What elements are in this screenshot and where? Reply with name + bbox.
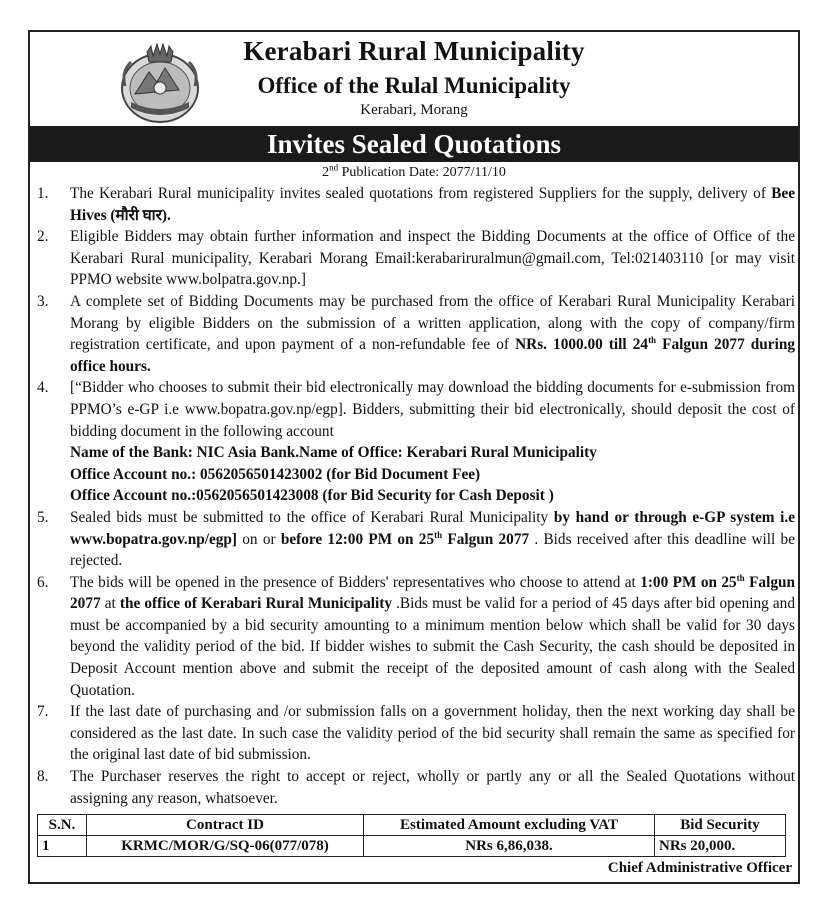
publication-date: 2nd Publication Date: 2077/11/10 [322,162,506,180]
list-item: 1. The Kerabari Rural municipality invites sealed quotations from registered Suppliers for the supply, delivery of Bee Hives (मौरी घार). [37,185,795,224]
col-header-contract-id: Contract ID [87,815,364,836]
col-header-bid-security: Bid Security [655,815,786,836]
cell-sn: 1 [38,836,87,857]
notice-frame [28,30,800,884]
municipality-title: Kerabari Rural Municipality [243,36,585,66]
contract-table [37,814,786,857]
cell-estimated-amount: NRs 6,86,038. [364,836,655,857]
list-item: 2. Eligible Bidders may obtain further information and inspect the Bidding Documents at the office of Office of the Kerabari Rural municipality, Kerabari Morang Email:kerabariruralmun@gmail.com, Tel:021403110 [or may visit PPMO website www.bolpatra.gov.np.] [37,228,795,289]
col-header-sn: S.N. [38,815,87,836]
notice-items [34,183,795,809]
table-row [38,836,786,857]
account-fee-line: Office Account no.: 0562056501423002 (for Bid Document Fee) [70,465,481,483]
cell-bid-security: NRs 20,000. [655,836,786,857]
location-line: Kerabari, Morang [360,102,468,118]
list-item: 6. The bids will be opened in the presence of Bidders' representatives who choose to attend at 1:00 PM on 25th Falgun 2077 at the office of Kerabari Rural Municipality .Bids must be valid for a period of 45 days after bid opening and must be accompanied by a bid security amounting to a minimum mention below which shall be valid for 30 days beyond the validity period of the bid. If bidder wishes to submit the Cash Security, the cash should be deposited in Deposit Account mention above and submit the receipt of the deposited amount of cash along with the Sealed Quotation. [37,572,795,699]
list-item: 5. Sealed bids must be submitted to the office of Kerabari Rural Municipality by hand or through e-GP system i.e www.bopatra.gov.np/egp] on or before 12:00 PM on 25th Falgun 2077 . Bids received after this deadline will be rejected. [37,508,795,570]
signature-line: Chief Administrative Officer [607,860,792,876]
notice-banner: Invites Sealed Quotations [30,126,798,162]
bank-name-line: Name of the Bank: NIC Asia Bank.Name of Office: Kerabari Rural Municipality [70,444,597,462]
list-item: 3. A complete set of Bidding Documents may be purchased from the office of Kerabari Rural Municipality Kerabari Morang by eligible Bidders on the submission of a written application, along with the copy of company/firm registration certificate, and upon payment of a non-refundable fee of NRs. 1000.00 till 24th Falgun 2077 during office hours. [37,292,796,375]
list-item: 4. [“Bidder who chooses to submit their bid electronically may download the bidding documents for e-submission from PPMO’s e-GP i.e www.bopatra.gov.np/egp]. Bidders, submitting their bid electronically, should deposit the cost of bidding document in the following account Name of the Bank: NIC Asia Bank.Name of Office: Kerabari Rural Municipality Office Account no.: 0562056501423002 (for Bid Document Fee) Office Account no.:0562056501423008 (for Bid Security for Cash Deposit ) [37,379,795,505]
office-subtitle: Office of the Rulal Municipality [257,73,571,98]
list-item: 7. If the last date of purchasing and /or submission falls on a government holiday, then the next working day shall be considered as the last date. In such case the validity period of the bid security shall remain the same as specified for the original last date of bid submission. [37,703,795,764]
col-header-estimated-amount: Estimated Amount excluding VAT [364,815,655,836]
cell-contract-id: KRMC/MOR/G/SQ-06(077/078) [87,836,364,857]
table-header-row [38,815,786,836]
list-item: 8. The Purchaser reserves the right to accept or reject, wholly or partly any or all the Sealed Quotations without assigning any reason, whatsoever. [37,768,795,807]
account-security-line: Office Account no.:0562056501423008 (for Bid Security for Cash Deposit ) [70,487,554,505]
